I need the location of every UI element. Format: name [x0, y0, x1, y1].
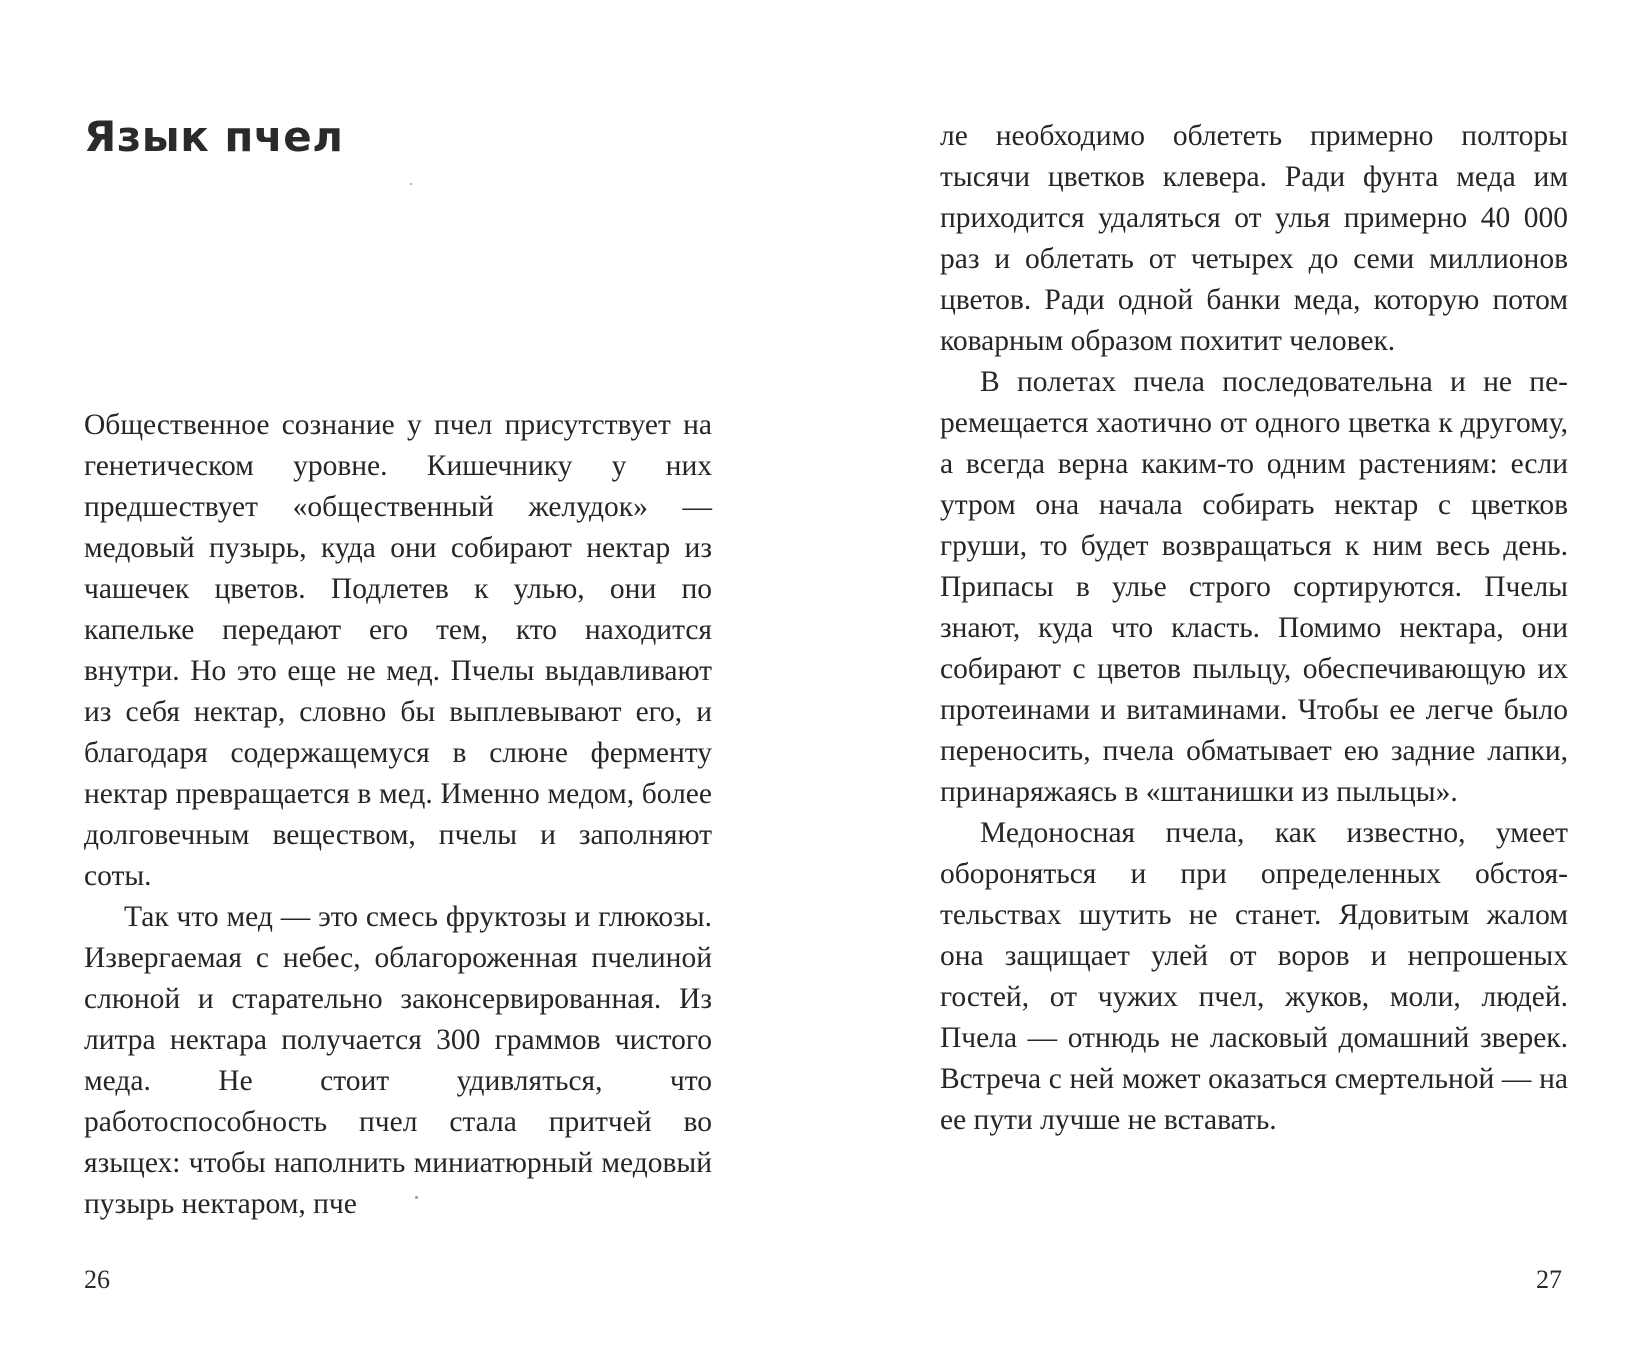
- left-page-text: [84, 405, 712, 1225]
- right-page: [820, 0, 1639, 1359]
- paragraph: ле необходимо облететь примерно полторы тысячи цветков клевера. Ради фунта меда им приходится удаляться от улья примерно 40 000 раз и облетать от четырех до семи миллионов цветов. Ради одной банки меда, которую потом коварным образом похитит человек.: [940, 120, 1568, 357]
- paragraph: Медоносная пчела, как известно, умеет обороняться и при определенных обстоятельствах шутить не станет. Ядовитым жалом она защищает улей от воров и непрошеных гостей, от чужих пчел, жуков, моли, людей. Пчела — отнюдь не ласковый домашний зверек. Встреча с ней может оказаться смертельной — на ее пути лучше не вставать.: [940, 817, 1568, 1136]
- paragraph: В полетах пчела последовательна и не перемещается хаотично от одного цветка к другому, а всегда верна каким-то одним растениям: если утром она начала собирать нектар с цветков груши, то будет возвращаться к ним весь день. Припасы в улье строго сортируются. Пчелы знают, куда что класть. Помимо нектара, они собирают с цветов пыльцу, обеспечивающую их протеинами и витаминами. Чтобы ее легче было переносить, пчела обматывает ею задние лапки, принаряжаясь в «штанишки из пыльцы».: [940, 366, 1568, 808]
- paper-speck: [415, 1196, 418, 1199]
- paragraph: Так что мед — это смесь фруктозы и глюкозы. Извергаемая с небес, облагороженная пчелиной слюной и старательно законсервированная. Из литра нектара получается 300 граммов чистого меда. Не стоит удивляться, что работоспособность пчел стала притчей во языцех: чтобы наполнить миниатюрный медовый пузырь нектаром, пче: [84, 901, 712, 1220]
- page-number-right: 27: [1536, 1265, 1562, 1294]
- right-page-text: [940, 116, 1568, 1141]
- page-number-left: 26: [84, 1265, 110, 1294]
- chapter-title: Язык пчел: [84, 112, 344, 161]
- paper-speck: [410, 183, 412, 185]
- paragraph: Общественное сознание у пчел присутствует на генетическом уровне. Кишечнику у них предшествует «общественный желудок» — медовый пузырь, куда они собирают нектар из чашечек цветов. Подлетев к улью, они по капельке передают его тем, кто находится внутри. Но это еще не мед. Пчелы выдавливают из себя нектар, словно бы выплевывают его, и благодаря содержащемуся в слюне ферменту нектар превращается в мед. Именно медом, более долговечным веществом, пчелы и заполняют соты.: [84, 409, 712, 892]
